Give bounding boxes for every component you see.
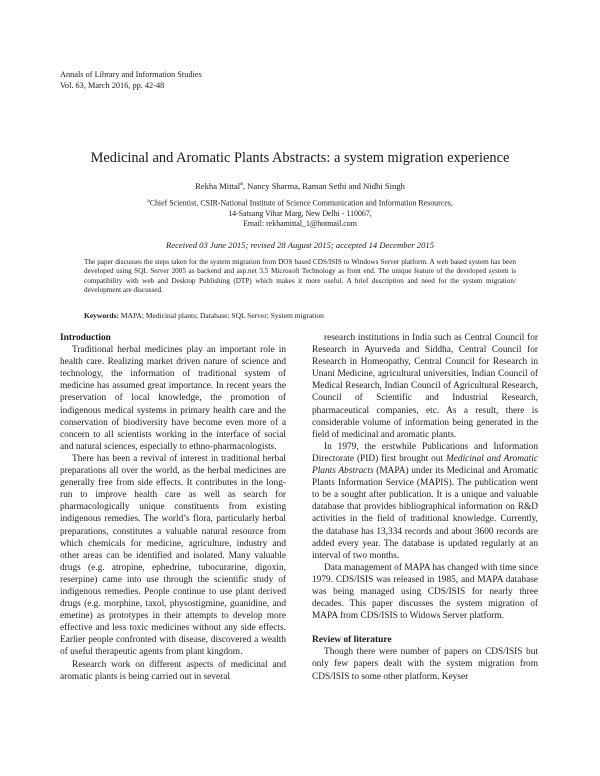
keywords-line — [84, 311, 516, 320]
paragraph: Research work on different aspects of medicinal and aromatic plants is being carried out in several — [60, 659, 286, 682]
affiliation — [0, 196, 600, 230]
paragraph: Data management of MAPA has changed with time since 1979. CDS/ISIS was released in 1985, and MAPA database was being managed using CDS/ISIS for nearly three decades. This paper discusses the system migration of MAPA from CDS/ISIS to Widows Server platform. — [312, 562, 538, 622]
paragraph: Traditional herbal medicines play an important role in health care. Realizing market driven nature of science and technology, the information of traditional system of medicine has assumed great importance. In recent years the preservation of local knowledge, the promotion of indigenous medical systems in primary health care and the conservation of biodiversity have become even more of a concern to all scientists working in the interface of social and natural sciences, especially to ethno-pharmacologists. — [60, 345, 286, 452]
keywords-list: MAPA; Medicinal plants; Database; SQL Server; System migration — [120, 311, 324, 320]
keywords-label: Keywords: — [84, 311, 119, 320]
received-dates: Received 03 June 2015; revised 28 August 2015; accepted 14 December 2015 — [166, 240, 434, 250]
paragraph: Though there were number of papers on CDS/ISIS but only few papers dealt with the system migration from CDS/ISIS to some other platform. Keyser — [312, 647, 538, 682]
author-line — [0, 181, 600, 191]
affiliation-email: Email: rekhamittal_1@hotmail.com — [243, 219, 357, 229]
section-heading-introduction: Introduction — [60, 333, 111, 343]
authors-rest: , Nancy Sharma, Raman Sethi and Nidhi Singh — [242, 181, 405, 191]
paragraph: research institutions in India such as Central Council for Research in Ayurveda and Siddha, Central Council for Research in Homeopathy, Central Council for Research in Unani Medicine, agricultural universities, Indian Council of Medical Research, Indian Council of Agricultural Research, Council of Scientific and Industrial Research, pharmaceutical companies, etc. As a result, there is considerable volume of information being generated in the field of medicinal and aromatic plants. — [312, 333, 538, 440]
section-heading-review: Review of literature — [312, 635, 392, 646]
journal-name: Annals of Library and Information Studies — [60, 70, 202, 79]
article-title: Medicinal and Aromatic Plants Abstracts: a system migration experience — [90, 150, 510, 166]
journal-title-italic: Medicinal and Aromatic Plants Abstracts — [312, 453, 538, 477]
journal-header — [60, 69, 202, 91]
journal-issue: Vol. 63, March 2016, pp. 42-48 — [60, 81, 165, 90]
affiliation-line-2: 14-Satsang Vihar Marg, New Delhi - 110067, — [228, 209, 372, 219]
author-first: Rekha Mittal — [195, 181, 241, 191]
right-column — [312, 332, 538, 683]
author-first-superscript: a — [240, 181, 243, 188]
left-column — [60, 332, 286, 683]
section-spacer — [312, 622, 538, 634]
abstract: The paper discusses the steps taken for the system migration from DOS based CDS/ISIS to Windows Server platform. A web based system has been developed using SQL Server 2005 as backend and asp.net 3.5 Microsoft Technology as front end. The unique feature of the developed system is compatibility with web and Desktop Publishing (DTP) which makes it more useful. A brief description and need for the system migration/ development are discussed. — [84, 258, 516, 294]
paragraph: There has been a revival of interest in traditional herbal preparations all over the world, as the herbal medicines are generally free from side effects. It contributes in the long-run to improve health care as well as search for pharmacologically unique constituents from existing indigenous remedies. The world’s flora, particularly herbal preparations, constitutes a valuable natural resource from which chemicals for medicine, agriculture, industry and other areas can be identified and isolated. Many valuable drugs (e.g. atropine, ephedrine, tubocurarine, digoxin, reserpine) came into use through the scientific study of indigenous remedies. People continue to use plant derived drugs (e.g. morphine, taxol, physostigmine, guanidine, and emetine) as prototypes in their attempts to develop more effective and less toxic medicines without any side effects. Earlier people confronted with disease, discovered a wealth of useful therapeutic agents from plant kingdom. — [60, 453, 286, 658]
affiliation-line-1: $^a$Chief Scientist, CSIR-National Institute of Science Communication and Information Resources, — [147, 198, 453, 208]
paragraph: In 1979, the erstwhile Publications and Information Directorate (PID) first brought out Medicinal and Aromatic Plants Abstracts (MAPA) under its Medicinal and Aromatic Plants Information Service (MAPIS). The publication went to be a sought after publication. It is a unique and valuable database that provides bibliographical information on R&D activities in the field of traditional knowledge. Currently, the database has 13,334 records and about 3600 records are added every year. The database is updated regularly at an interval of two months. — [312, 441, 538, 561]
affiliation-superscript: a — [147, 198, 150, 204]
